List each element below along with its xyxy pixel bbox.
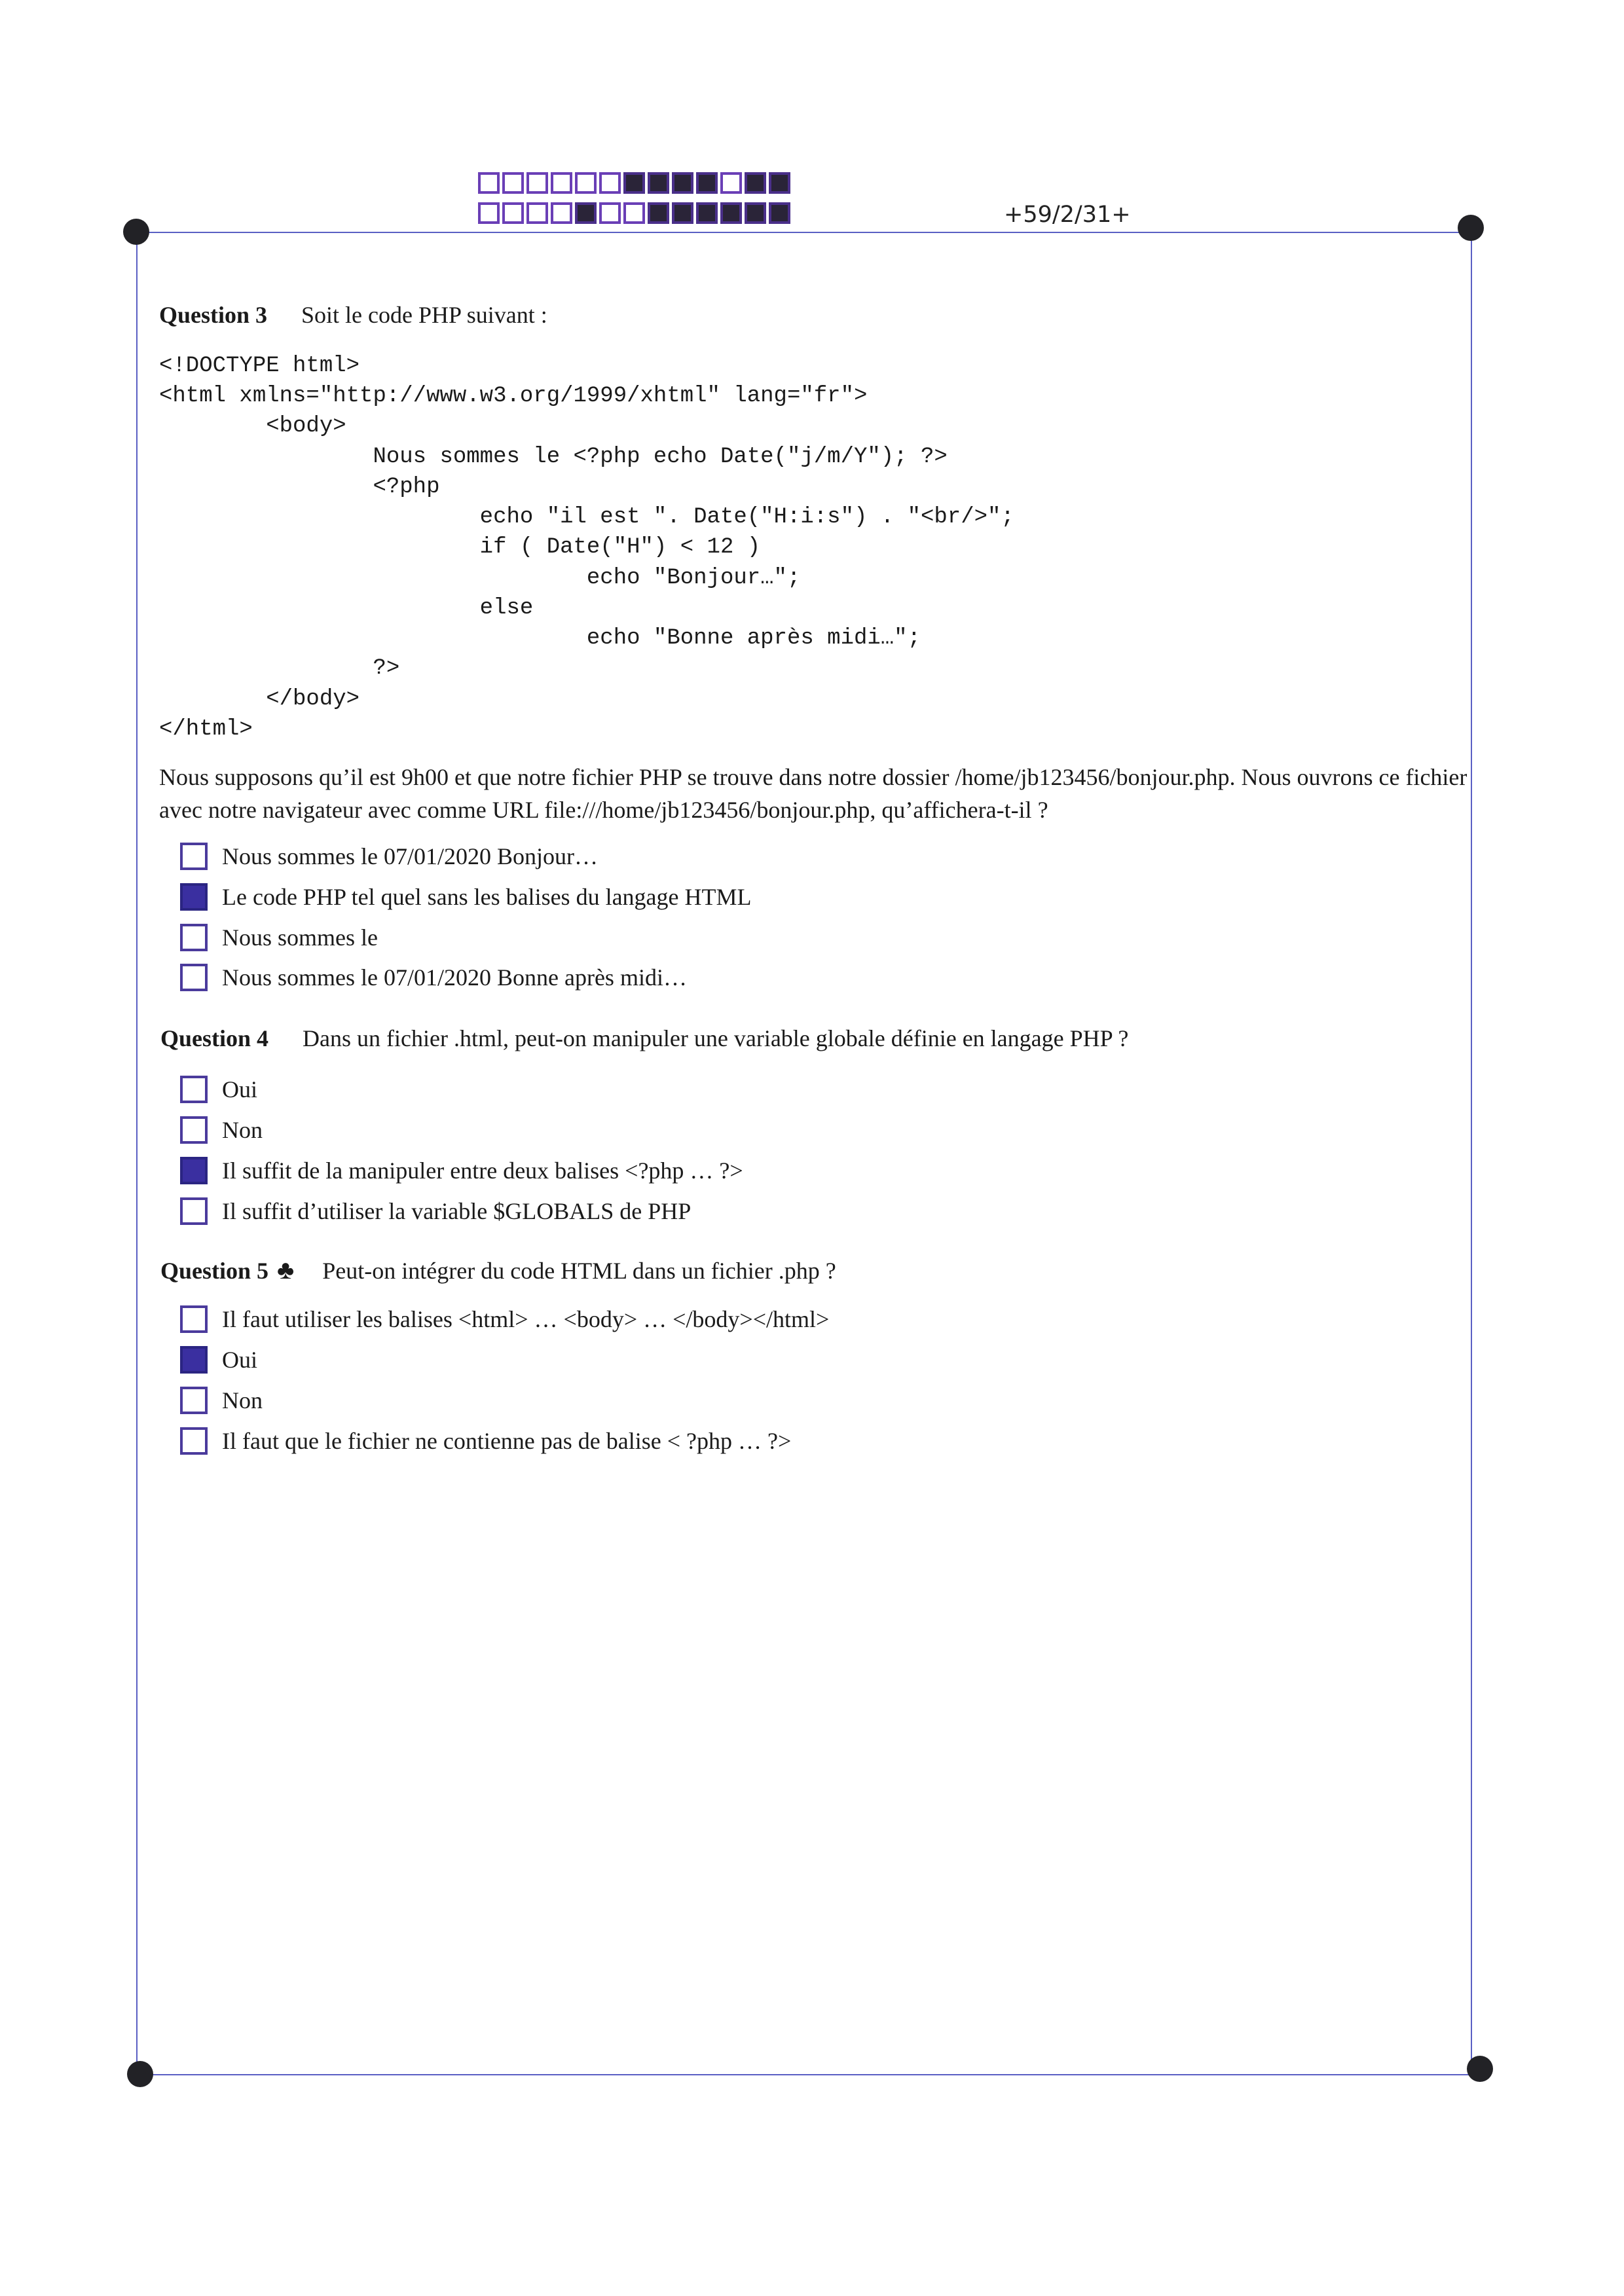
question-5-text: Peut-on intégrer du code HTML dans un fichier .php ? bbox=[322, 1258, 836, 1284]
corner-mark-bottom-right bbox=[1467, 2056, 1493, 2082]
barcode-cell bbox=[769, 202, 790, 224]
barcode-cell bbox=[526, 172, 548, 194]
answer-option[interactable] bbox=[180, 883, 752, 911]
answer-label: Nous sommes le 07/01/2020 Bonjour… bbox=[222, 843, 598, 869]
code-line: if ( Date("H") < 12 ) bbox=[159, 535, 761, 560]
answer-checkbox[interactable] bbox=[180, 924, 208, 951]
corner-mark-top-left bbox=[123, 219, 149, 245]
club-icon: ♣ bbox=[277, 1255, 295, 1285]
frame-right-line bbox=[1471, 232, 1472, 2075]
answer-checkbox[interactable] bbox=[180, 1305, 208, 1333]
barcode-cell bbox=[745, 172, 766, 194]
frame-left-line bbox=[136, 232, 138, 2075]
frame-bottom-line bbox=[141, 2074, 1480, 2075]
code-line: echo "il est ". Date("H:i:s") . "<br/>"; bbox=[159, 505, 1014, 530]
barcode-cell bbox=[502, 172, 524, 194]
barcode-cell bbox=[720, 202, 742, 224]
question-4-text: Dans un fichier .html, peut-on manipuler une variable globale définie en langage PHP ? bbox=[303, 1025, 1129, 1051]
barcode-cell bbox=[502, 202, 524, 224]
answer-checkbox-checked[interactable] bbox=[180, 883, 208, 911]
question-3-label: Question 3 bbox=[159, 302, 268, 328]
code-line: else bbox=[159, 596, 534, 621]
barcode-cell bbox=[648, 172, 669, 194]
barcode-cell bbox=[745, 202, 766, 224]
answer-label: Le code PHP tel quel sans les balises du langage HTML bbox=[222, 884, 752, 910]
code-line: <?php bbox=[159, 475, 440, 500]
question-3-text: Soit le code PHP suivant : bbox=[301, 302, 547, 328]
barcode-cell bbox=[672, 202, 693, 224]
answer-option[interactable] bbox=[180, 1346, 257, 1374]
answer-label: Nous sommes le 07/01/2020 Bonne après midi… bbox=[222, 964, 687, 991]
answer-label: Il suffit de la manipuler entre deux balises <?php … ?> bbox=[222, 1157, 743, 1184]
barcode-cell bbox=[696, 172, 718, 194]
code-line: ?> bbox=[159, 656, 400, 681]
code-line: echo "Bonne après midi…"; bbox=[159, 626, 921, 651]
barcode-cell bbox=[551, 202, 572, 224]
answer-label: Oui bbox=[222, 1347, 257, 1373]
answer-option[interactable] bbox=[180, 924, 378, 951]
answer-checkbox-checked[interactable] bbox=[180, 1346, 208, 1374]
answer-option[interactable] bbox=[180, 1197, 691, 1225]
barcode-cell bbox=[478, 172, 500, 194]
answer-option[interactable] bbox=[180, 964, 687, 991]
answer-checkbox[interactable] bbox=[180, 1197, 208, 1225]
barcode-cell bbox=[575, 172, 597, 194]
answer-label: Il faut utiliser les balises <html> … <body> … </body></html> bbox=[222, 1306, 830, 1332]
barcode-cell bbox=[623, 172, 645, 194]
answer-option[interactable] bbox=[180, 1387, 263, 1414]
question-3-heading bbox=[159, 301, 547, 329]
code-line: Nous sommes le <?php echo Date("j/m/Y"); ?> bbox=[159, 445, 948, 469]
answer-checkbox-checked[interactable] bbox=[180, 1157, 208, 1184]
answer-label: Non bbox=[222, 1387, 263, 1413]
corner-mark-top-right bbox=[1458, 215, 1484, 241]
barcode-row-2 bbox=[478, 202, 790, 224]
answer-option[interactable] bbox=[180, 1076, 257, 1103]
answer-checkbox[interactable] bbox=[180, 964, 208, 991]
answer-checkbox[interactable] bbox=[180, 843, 208, 870]
code-line: <body> bbox=[159, 414, 346, 439]
answer-option[interactable] bbox=[180, 1157, 743, 1184]
question-4-label: Question 4 bbox=[160, 1025, 269, 1051]
barcode-cell bbox=[599, 172, 621, 194]
answer-checkbox[interactable] bbox=[180, 1387, 208, 1414]
frame-top-line bbox=[136, 232, 1472, 233]
barcode-cell bbox=[478, 202, 500, 224]
barcode-row-1 bbox=[478, 172, 790, 194]
barcode-cell bbox=[575, 202, 597, 224]
barcode-cell bbox=[623, 202, 645, 224]
code-line: echo "Bonjour…"; bbox=[159, 566, 801, 591]
barcode-cell bbox=[769, 172, 790, 194]
answer-checkbox[interactable] bbox=[180, 1076, 208, 1103]
question-5-label: Question 5 bbox=[160, 1258, 269, 1284]
barcode-cell bbox=[551, 172, 572, 194]
corner-mark-bottom-left bbox=[127, 2061, 153, 2087]
answer-option[interactable] bbox=[180, 843, 598, 870]
question-4-heading bbox=[160, 1025, 1128, 1052]
answer-option[interactable] bbox=[180, 1427, 791, 1455]
barcode-cell bbox=[599, 202, 621, 224]
answer-label: Oui bbox=[222, 1076, 257, 1102]
barcode-cell bbox=[648, 202, 669, 224]
answer-checkbox[interactable] bbox=[180, 1427, 208, 1455]
barcode-cell bbox=[696, 202, 718, 224]
answer-checkbox[interactable] bbox=[180, 1116, 208, 1144]
barcode-cell bbox=[526, 202, 548, 224]
answer-option[interactable] bbox=[180, 1305, 829, 1333]
code-line: </body> bbox=[159, 687, 360, 712]
code-line: </html> bbox=[159, 717, 253, 742]
barcode-cell bbox=[720, 172, 742, 194]
code-line: <!DOCTYPE html> bbox=[159, 354, 360, 378]
page-id: +59/2/31+ bbox=[1004, 202, 1131, 228]
answer-label: Non bbox=[222, 1117, 263, 1143]
barcode-cell bbox=[672, 172, 693, 194]
question-5-heading bbox=[160, 1254, 836, 1285]
answer-option[interactable] bbox=[180, 1116, 263, 1144]
question-3-paragraph: Nous supposons qu’il est 9h00 et que notre fichier PHP se trouve dans notre dossier /home/jb123456/bonjour.php. Nous ouvrons ce fichier avec notre navigateur avec comme URL file:///home/jb123456/bonjour.php, qu’affichera-t-il ? bbox=[159, 764, 1467, 823]
answer-label: Nous sommes le bbox=[222, 924, 378, 951]
code-line: <html xmlns="http://www.w3.org/1999/xhtml" lang="fr"> bbox=[159, 384, 868, 409]
answer-label: Il faut que le fichier ne contienne pas de balise < ?php … ?> bbox=[222, 1428, 792, 1454]
answer-label: Il suffit d’utiliser la variable $GLOBALS de PHP bbox=[222, 1198, 692, 1224]
